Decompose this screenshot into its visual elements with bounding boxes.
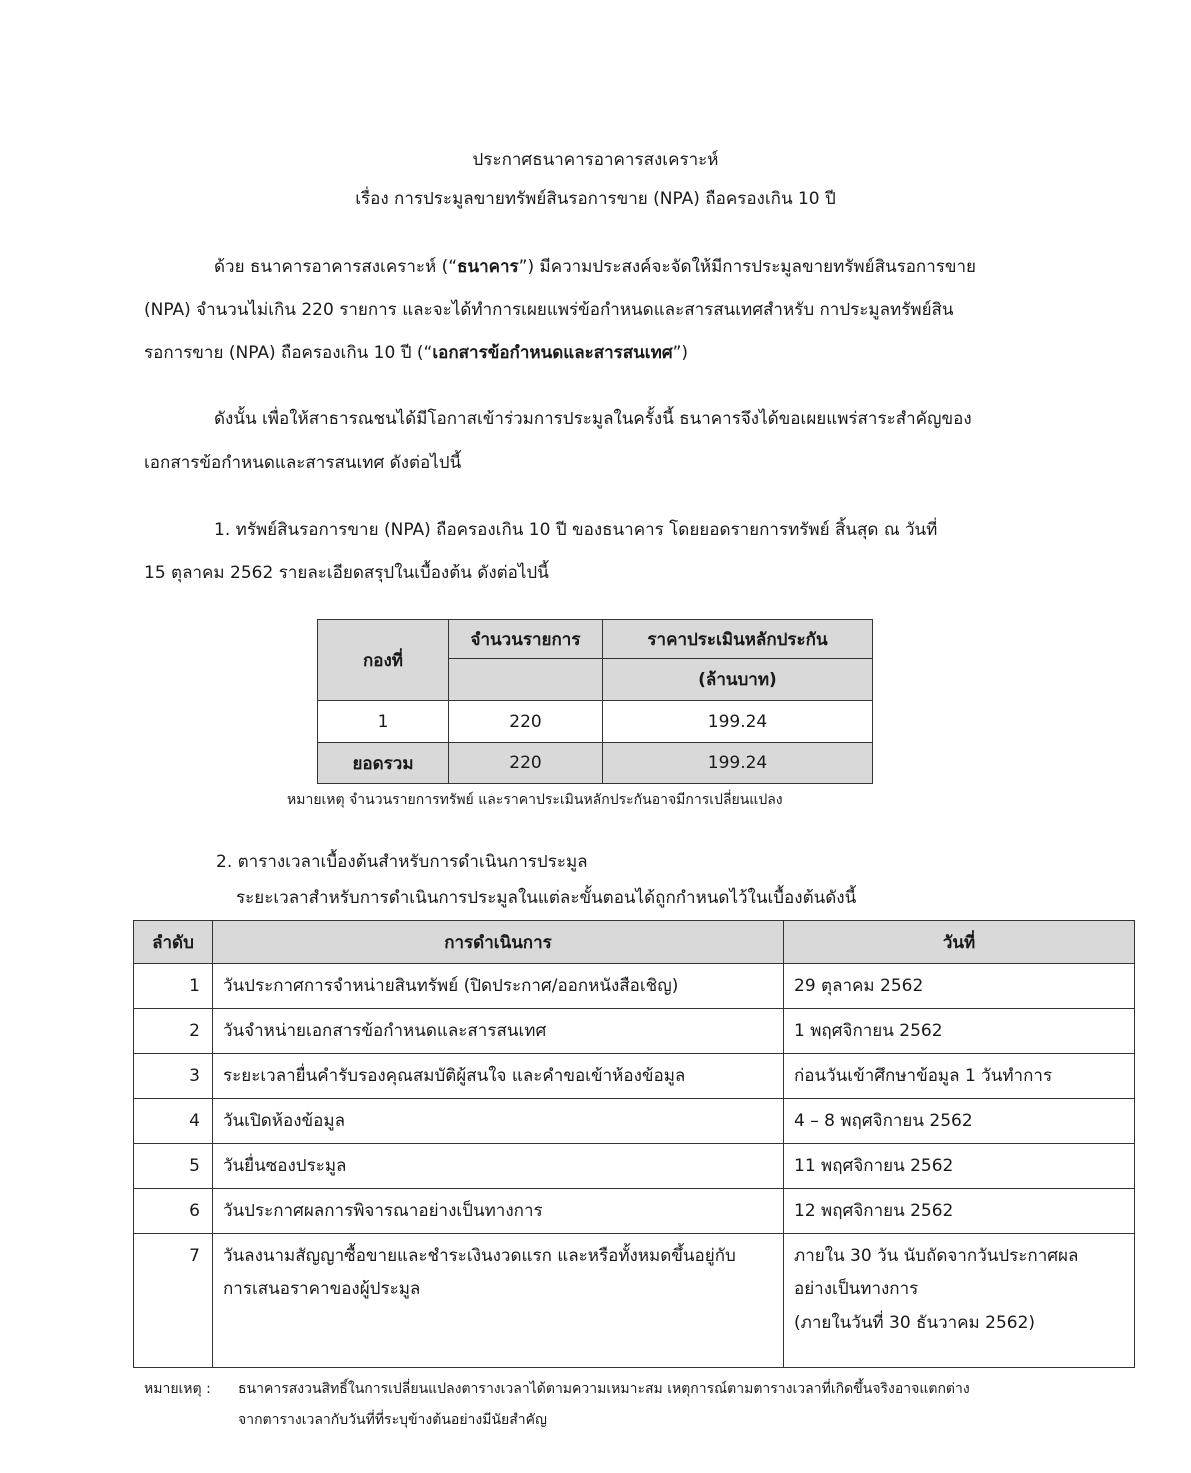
intro-line-3: รอการขาย (NPA) ถือครองเกิน 10 ปี (“เอกสารข้อกำหนดและสารสนเทศ”) [144,343,689,363]
schedule-table [133,920,1135,1368]
header-value-unit: (ล้านบาท) [603,659,873,701]
section2-note-line-1: ธนาคารสงวนสิทธิ์ในการเปลี่ยนแปลงตารางเวลาได้ตามความเหมาะสม เหตุการณ์ตามตารางเวลาที่เกิดขึ้นจริงอาจแตกต่าง [238,1381,970,1397]
table-row: 2 วันจำหน่ายเอกสารข้อกำหนดและสารสนเทศ 1 พฤศจิกายน 2562 [134,1009,1135,1054]
table-header-row [318,620,873,659]
section2-note-line-2: จากตารางเวลากับวันที่ที่ระบุข้างต้นอย่างมีนัยสำคัญ [238,1412,547,1428]
header-action: การดำเนินการ [213,921,784,964]
table-header-row [134,921,1135,964]
table-row: 1 220 199.24 [318,701,873,743]
header-count: จำนวนรายการ [449,620,603,659]
section2-heading: 2. ตารางเวลาเบื้องต้นสำหรับการดำเนินการประมูล [216,852,588,872]
intro-line-1: ด้วย ธนาคารอาคารสงเคราะห์ (“ธนาคาร”) มีความประสงค์จะจัดให้มีการประมูลขายทรัพย์สินรอการขาย [214,257,977,277]
announcement-title: ประกาศธนาคารอาคารสงเคราะห์ [472,150,719,170]
section1-heading-line-1: 1. ทรัพย์สินรอการขาย (NPA) ถือครองเกิน 10 ปี ของธนาคาร โดยยอดรายการทรัพย์ สิ้นสุด ณ วันที่ [214,520,938,540]
document-defined-term: เอกสารข้อกำหนดและสารสนเทศ [432,343,673,363]
table-row: 7 วันลงนามสัญญาซื้อขายและชำระเงินงวดแรก และหรือทั้งหมดขึ้นอยู่กับ การเสนอราคาของผู้ประมูล ภายใน 30 วัน นับถัดจากวันประกาศผล อย่างเป็นทางการ (ภายในวันที่ 30 ธันวาคม 2562) [134,1234,1135,1368]
table-row: 6 วันประกาศผลการพิจารณาอย่างเป็นทางการ 12 พฤศจิกายน 2562 [134,1189,1135,1234]
intro-line-2: (NPA) จำนวนไม่เกิน 220 รายการ และจะได้ทำการเผยแพร่ข้อกำหนดและสารสนเทศสำหรับ กาประมูลทรัพย์สิน [144,300,954,320]
table-row: 3 ระยะเวลายื่นคำรับรองคุณสมบัติผู้สนใจ และคำขอเข้าห้องข้อมูล ก่อนวันเข้าศึกษาข้อมูล 1 วันทำการ [134,1054,1135,1099]
header-date: วันที่ [784,921,1135,964]
section1-note: หมายเหตุ จำนวนรายการทรัพย์ และราคาประเมินหลักประกันอาจมีการเปลี่ยนแปลง [287,792,783,808]
lot-summary-table [317,619,873,784]
table-row: 4 วันเปิดห้องข้อมูล 4 – 8 พฤศจิกายน 2562 [134,1099,1135,1144]
table-total-row: ยอดรวม 220 199.24 [318,743,873,784]
section1-heading-line-2: 15 ตุลาคม 2562 รายละเอียดสรุปในเบื้องต้น ดังต่อไปนี้ [144,563,549,583]
header-no: ลำดับ [134,921,213,964]
therefore-line-2: เอกสารข้อกำหนดและสารสนเทศ ดังต่อไปนี้ [144,453,462,473]
announcement-subject: เรื่อง การประมูลขายทรัพย์สินรอการขาย (NPA) ถือครองเกิน 10 ปี [355,189,836,209]
table-row: 5 วันยื่นซองประมูล 11 พฤศจิกายน 2562 [134,1144,1135,1189]
section2-subheading: ระยะเวลาสำหรับการดำเนินการประมูลในแต่ละขั้นตอนได้ถูกกำหนดไว้ในเบื้องต้นดังนี้ [236,888,857,908]
bank-defined-term: ธนาคาร [457,257,519,277]
header-value: ราคาประเมินหลักประกัน [603,620,873,659]
header-lot: กองที่ [318,620,449,701]
table-row: 1 วันประกาศการจำหน่ายสินทรัพย์ (ปิดประกาศ/ออกหนังสือเชิญ) 29 ตุลาคม 2562 [134,964,1135,1009]
therefore-line-1: ดังนั้น เพื่อให้สาธารณชนได้มีโอกาสเข้าร่วมการประมูลในครั้งนี้ ธนาคารจึงได้ขอเผยแพร่สาระสำคัญของ [214,409,972,429]
section2-note-label: หมายเหตุ : [144,1381,211,1397]
